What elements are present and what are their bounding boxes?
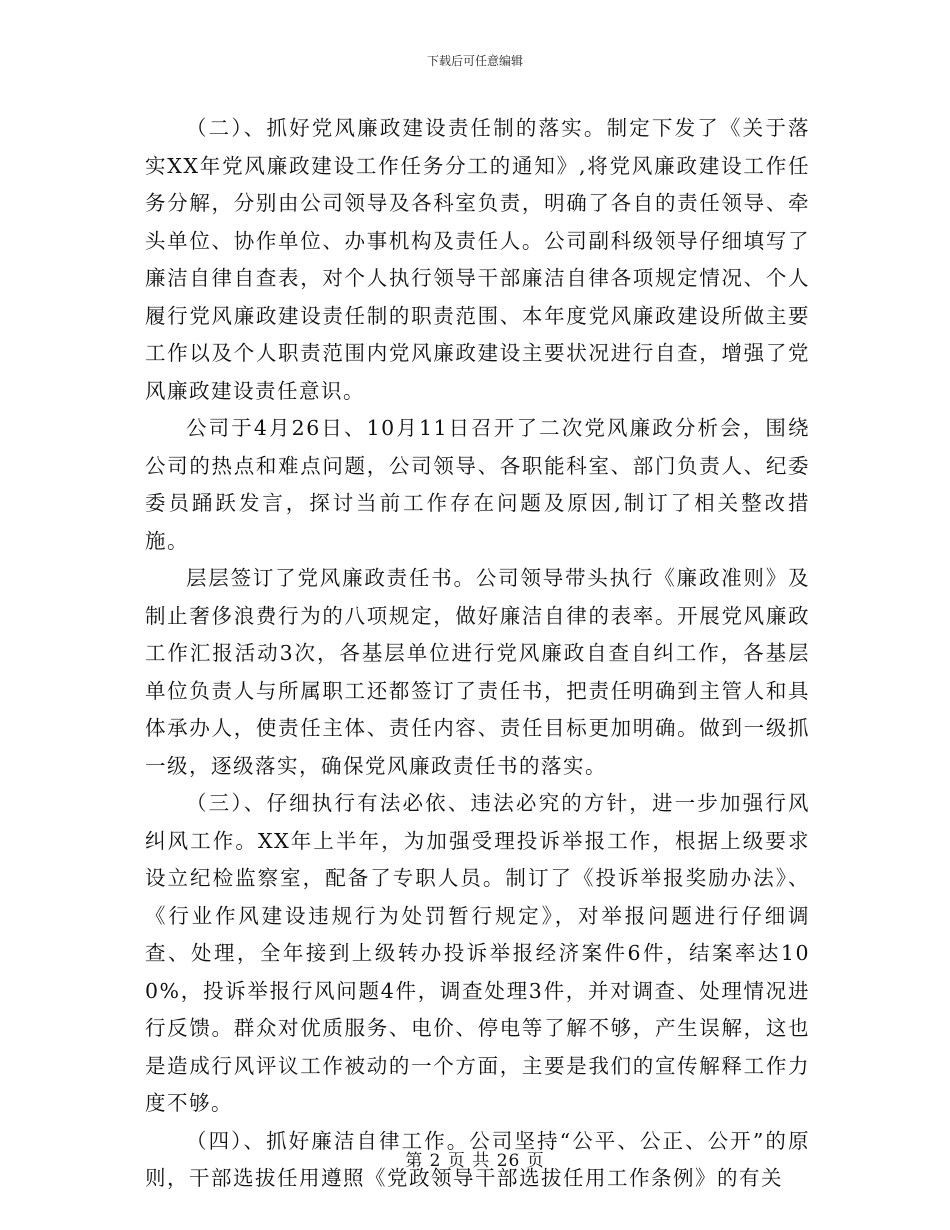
- document-body: [145, 110, 810, 1198]
- page-number-footer: 第 2 页 共 26 页: [405, 1151, 545, 1171]
- paragraph-self-discipline: （四）、抓好廉洁自律工作。公司坚持“公平、公正、公开”的原则，干部选拔任用遵照《党政领导干部选拔任用工作条例》的有关: [145, 1128, 810, 1190]
- paragraph-responsibility-letters: 层层签订了党风廉政责任书。公司领导带头执行《廉政准则》及制止奢侈浪费行为的八项规定，做好廉洁自律的表率。开展党风廉政工作汇报活动3次，各基层单位进行党风廉政自查自纠工作，各基层单位负责人与所属职工还都签订了责任书，把责任明确到主管人和具体承办人，使责任主体、责任内容、责任目标更加明确。做到一级抓一级，逐级落实，确保党风廉政责任书的落实。: [145, 566, 810, 778]
- paragraph-analysis-meetings: 公司于4月26日、10月11日召开了二次党风廉政分析会，围绕公司的热点和难点问题，公司领导、各职能科室、部门负责人、纪委委员踊跃发言，探讨当前工作存在问题及原因,制订了相关整改措施。: [145, 416, 810, 553]
- page-header-note: 下载后可任意编辑: [426, 54, 523, 68]
- paragraph-responsibility-system: （二）、抓好党风廉政建设责任制的落实。制定下发了《关于落实XX年党风廉政建设工作任务分工的通知》,将党风廉政建设工作任务分解，分别由公司领导及各科室负责，明确了各自的责任领导、牵头单位、协作单位、办事机构及责任人。公司副科级领导仔细填写了廉洁自律自查表，对个人执行领导干部廉洁自律各项规定情况、个人履行党风廉政建设责任制的职责范围、本年度党风廉政建设所做主要工作以及个人职责范围内党风廉政建设主要状况进行自查，增强了党风廉政建设责任意识。: [145, 116, 810, 403]
- paragraph-conduct-rectification: （三）、仔细执行有法必依、违法必究的方针，进一步加强行风纠风工作。XX年上半年，为加强受理投诉举报工作，根据上级要求设立纪检监察室，配备了专职人员。制订了《投诉举报奖励办法》、《行业作风建设违规行为处罚暂行规定》，对举报问题进行仔细调查、处理，全年接到上级转办投诉举报经济案件6件，结案率达100%，投诉举报行风问题4件，调查处理3件，并对调查、处理情况进行反馈。群众对优质服务、电价、停电等了解不够，产生误解，这也是造成行风评议工作被动的一个方面，主要是我们的宣传解释工作力度不够。: [145, 791, 810, 1115]
